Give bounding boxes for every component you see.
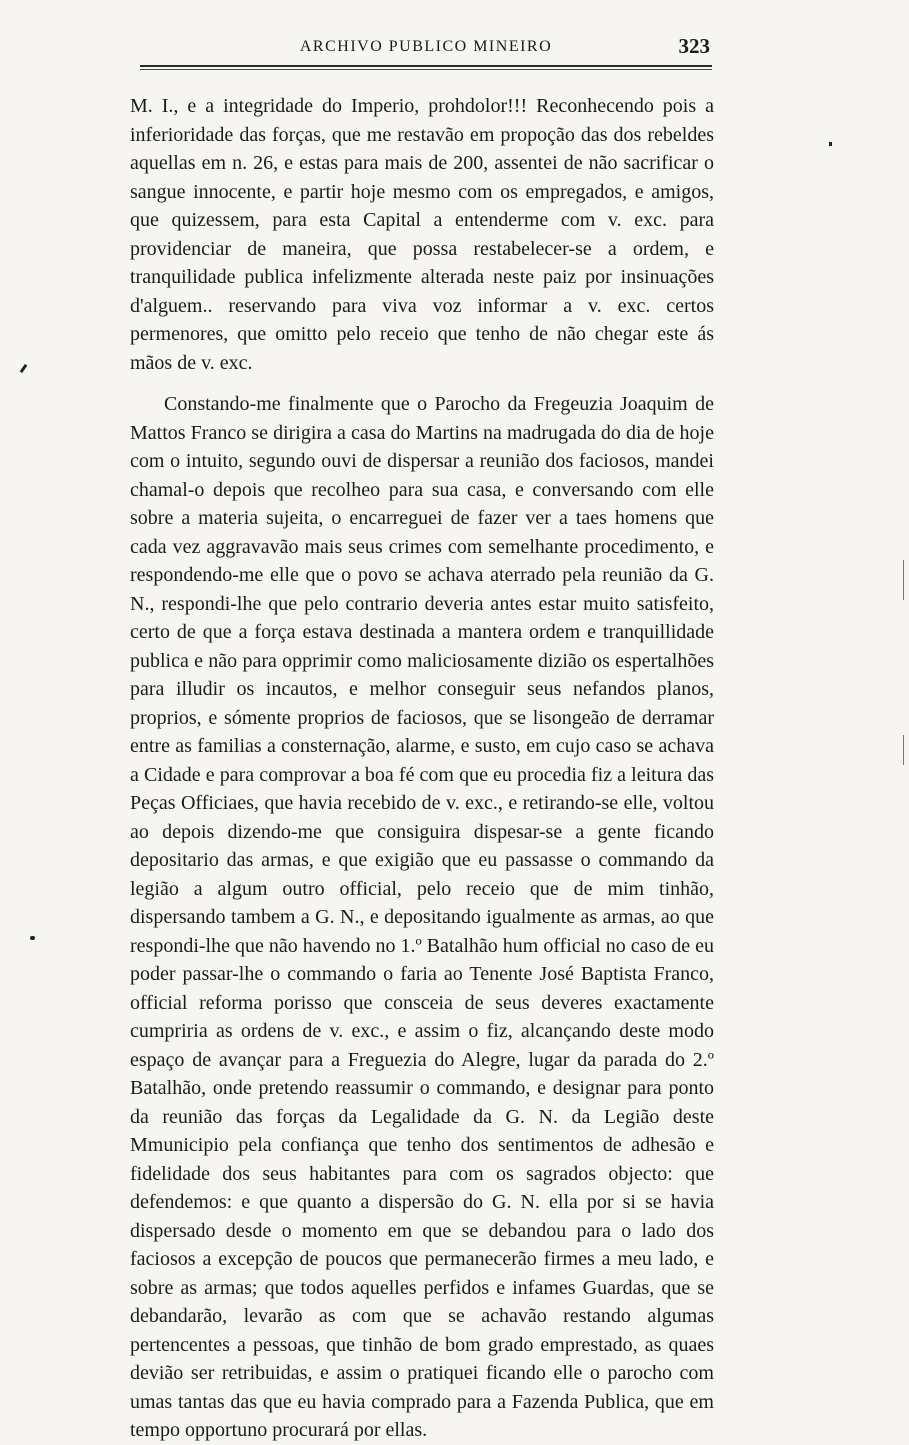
paragraph-2: Constando-me finalmente que o Parocho da Fregeuzia Joaquim de Mattos Franco se dirigira a casa do Martins na madrugada do dia de hoje com o intuito, segundo ouvi de dispersar a reunião dos faciosos, mandei chamal-o depois que recolheo para sua casa, e conversando com elle sobre a materia sujeita, o encarreguei de fazer ver a taes homens que cada vez aggravavão mais seus crimes com semelhante procedimento, e respondendo-me elle que o povo se achava aterrado pela reunião da G. N., respondi-lhe que pelo contrario deveria antes estar muito satisfeito, certo de que a força estava destinada a mantera ordem e tranquillidade publica e não para opprimir como maliciosamente dizião os espertalhões para illudir os incautos, e melhor conseguir seus nefandos planos, proprios, e sómente proprios de faciosos, que se lisongeão de derramar entre as familias a consternação, alarme, e susto, em cujo caso se achava a Cidade e para comprovar a boa fé com que eu procedia fiz a leitura das Peças Officiaes, que havia recebido de v. exc., e retirando-se elle, voltou ao depois dizendo-me que consiguira dispesar-se a gente ficando depositario das armas, e que exigião que eu passasse o commando da legião a algum outro official, pelo receio que de mim tinhão, dispersando tambem a G. N., e depositando igualmente as armas, ao que respondi-lhe que não havendo no 1.º Batalhão hum official no caso de eu poder passar-lhe o commando o faria ao Tenente José Baptista Franco, official reforma porisso que consceia de seus deveres exactamente cumpriria as ordens de v. exc., e assim o fiz, alcançando deste modo espaço de avançar para a Freguezia do Alegre, lugar da parada do 2.º Batalhão, onde pretendo reassumir o commando, e designar para ponto da reunião das forças da Legalidade da G. N. da Legião deste Mmunicipio pela confiança que tenho dos sentimentos de adhesão e fidelidade dos seus habitantes para com os sagrados objecto: que defendemos: e que quanto a dispersão do G. N. ella por si se havia dispersado desde o momento em que se debandou para o lado dos faciosos a excepção de poucos que permanecerão firmes a meu lado, e sobre as armas; que todos aquelles perfidos e infames Guardas, que se debandarão, levarão as com que se achavão restando algumas pertencentes a pessoas, que tinhão de bom grado emprestado, as quaes devião ser retribuidas, e assim o pratiquei ficando elle o parocho com umas tantas das que eu havia comprado para a Fazenda Publica, que em tempo opportuno procurará por ellas. xyxy=(130,393,714,1441)
margin-mark xyxy=(903,560,904,600)
header-rule-secondary xyxy=(140,69,712,70)
body-text xyxy=(130,92,714,1445)
header-rule xyxy=(140,65,712,67)
running-title: ARCHIVO PUBLICO MINEIRO xyxy=(299,38,553,55)
running-head xyxy=(140,36,712,64)
margin-mark xyxy=(903,735,904,765)
page-number: 323 xyxy=(678,34,710,58)
margin-mark xyxy=(20,364,28,373)
paragraph-1: M. I., e a integridade do Imperio, prohdolor!!! Reconhecendo pois a inferioridade das forças, que me restavão em propoção das dos rebeldes aquellas em n. 26, e estas para mais de 200, assentei de não sacrificar o sangue innocente, e partir hoje mesmo com os empregados, e amigos, que quizessem, para esta Capital a entenderme com v. exc. para providenciar de maneira, que possa restabelecer-se a ordem, e tranquilidade publica infelizmente alterada neste paiz por insinuações d'alguem.. reservando para viva voz informar a v. exc. certos permenores, que omitto pelo receio que tenho de não chegar este ás mãos de v. exc. xyxy=(130,95,714,374)
margin-mark xyxy=(30,936,35,940)
margin-mark xyxy=(829,142,832,146)
